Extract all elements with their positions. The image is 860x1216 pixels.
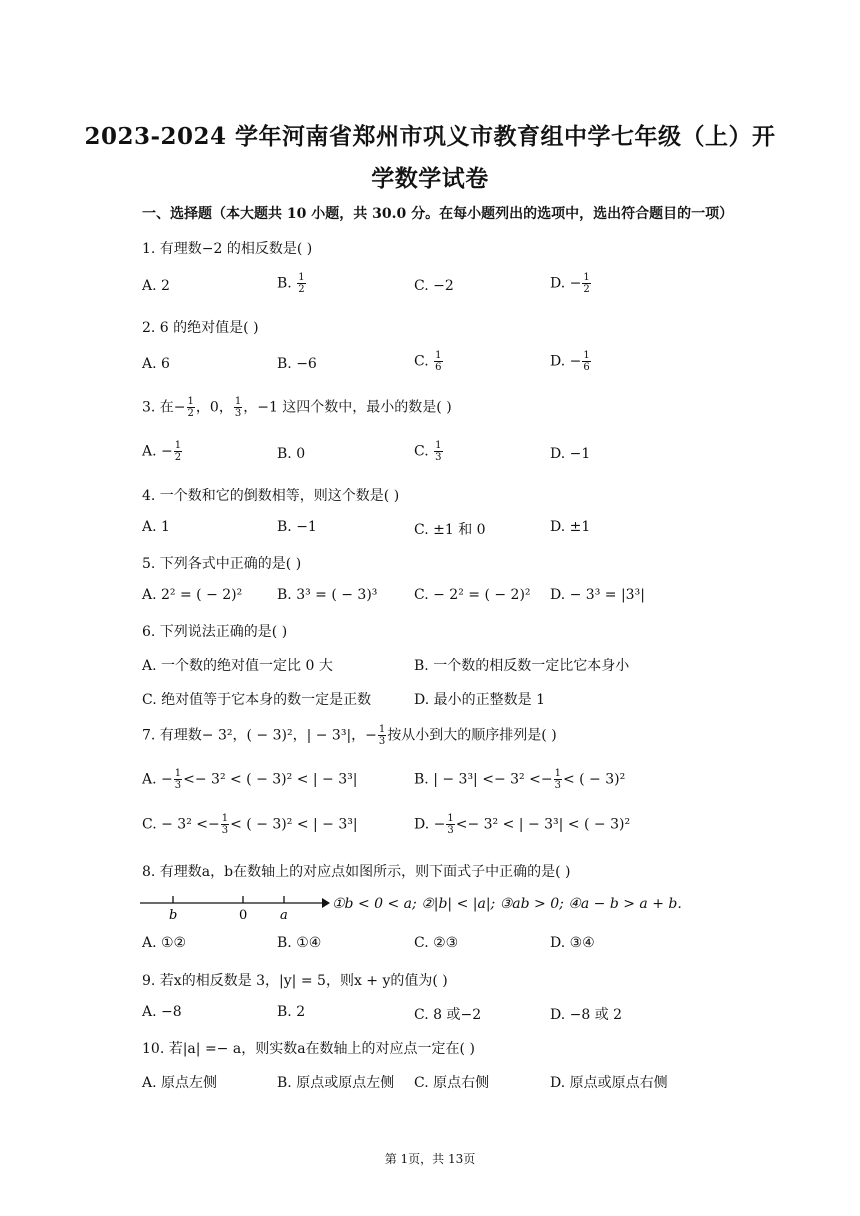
- q5-option-b: B. 3³ = ( − 3)³: [277, 587, 378, 603]
- question-6-stem: 6. 下列说法正确的是( ): [142, 624, 288, 640]
- page-footer: 第 1页，共 13页: [384, 1152, 476, 1166]
- q2-option-c: C. $\frac{1}{6}$: [414, 350, 442, 373]
- q7-option-d: D. − $\frac{1}{3}$ <− 3² < | − 3³| < ( − 3)²: [414, 813, 631, 836]
- q6-option-b: B. 一个数的相反数一定比它本身小: [414, 658, 630, 674]
- q9-option-b: B. 2: [277, 1004, 306, 1020]
- q8-option-d: D. ③④: [550, 935, 595, 951]
- q1-option-d: D. − $\frac{1}{2}$: [550, 272, 590, 295]
- number-line-figure: [140, 892, 330, 922]
- question-3-stem: 3. 在− $\frac{1}{2}$ ，0， $\frac{1}{3}$ ，−1 这四个数中，最小的数是( ): [142, 396, 452, 419]
- page-title-line2: 学数学试卷: [371, 165, 489, 192]
- q8-option-b: B. ①④: [277, 935, 322, 951]
- q9-option-a: A. −8: [142, 1004, 182, 1020]
- q9-option-c: C. 8 或−2: [414, 1007, 482, 1023]
- q8-statements: ①b < 0 < a; ②|b| < |a|; ③ab > 0; ④a − b > a + b.: [332, 896, 682, 912]
- question-5-stem: 5. 下列各式中正确的是( ): [142, 556, 302, 572]
- q10-option-b: B. 原点或原点左侧: [277, 1075, 395, 1091]
- q3-option-b: B. 0: [277, 446, 306, 462]
- section-heading: 一、选择题（本大题共 10 小题，共 30.0 分。在每小题列出的选项中，选出符合题目的一项）: [142, 206, 734, 222]
- q4-option-b: B. −1: [277, 519, 317, 535]
- axis-label-a: a: [280, 908, 288, 922]
- q5-option-a: A. 2² = ( − 2)²: [142, 587, 243, 603]
- question-9-stem: 9. 若x的相反数是 3，|y| = 5，则x + y的值为( ): [142, 973, 448, 989]
- axis-label-b: b: [169, 908, 178, 922]
- page-title-line1: 2023-2024 学年河南省郑州市巩义市教育组中学七年级（上）开: [84, 123, 776, 150]
- q7-option-b: B. | − 3³| <− 3² <− $\frac{1}{3}$ < ( − 3)²: [414, 768, 626, 791]
- q2-option-a: A. 6: [142, 356, 170, 372]
- q10-option-a: A. 原点左侧: [142, 1075, 218, 1091]
- question-4-stem: 4. 一个数和它的倒数相等，则这个数是( ): [142, 488, 400, 504]
- q7-option-a: A. − $\frac{1}{3}$ <− 3² < ( − 3)² < | − 3³|: [142, 768, 358, 791]
- axis-label-0: 0: [239, 908, 248, 922]
- q4-option-d: D. ±1: [550, 519, 591, 535]
- q5-option-d: D. − 3³ = |3³|: [550, 587, 645, 603]
- q8-option-c: C. ②③: [414, 935, 459, 951]
- q6-option-c: C. 绝对值等于它本身的数一定是正数: [142, 692, 372, 708]
- question-1-stem: 1. 有理数−2 的相反数是( ): [142, 241, 313, 257]
- q4-option-c: C. ±1 和 0: [414, 522, 486, 538]
- q1-option-a: A. 2: [142, 278, 170, 294]
- q3-option-d: D. −1: [550, 446, 591, 462]
- q2-option-b: B. −6: [277, 356, 317, 372]
- q6-option-a: A. 一个数的绝对值一定比 0 大: [142, 658, 333, 674]
- q1-option-c: C. −2: [414, 278, 454, 294]
- q4-option-a: A. 1: [142, 519, 170, 535]
- question-10-stem: 10. 若|a| =− a，则实数a在数轴上的对应点一定在( ): [142, 1041, 475, 1057]
- q10-option-c: C. 原点右侧: [414, 1075, 490, 1091]
- q9-option-d: D. −8 或 2: [550, 1007, 623, 1023]
- q3-option-a: A. − $\frac{1}{2}$: [142, 440, 182, 463]
- question-2-stem: 2. 6 的绝对值是( ): [142, 320, 259, 336]
- q1-option-b: B. $\frac{1}{2}$: [277, 272, 305, 295]
- question-8-stem: 8. 有理数a，b在数轴上的对应点如图所示，则下面式子中正确的是( ): [142, 864, 571, 880]
- q2-option-d: D. − $\frac{1}{6}$: [550, 350, 590, 373]
- number-line-arrow: [322, 898, 330, 908]
- q5-option-c: C. − 2² = ( − 2)²: [414, 587, 531, 603]
- q3-option-c: C. $\frac{1}{3}$: [414, 440, 442, 463]
- q6-option-d: D. 最小的正整数是 1: [414, 692, 545, 708]
- question-7-stem: 7. 有理数− 3²，( − 3)²，| − 3³|，− $\frac{1}{3}$ 按从小到大的顺序排列是( ): [142, 724, 557, 747]
- q7-option-c: C. − 3² <− $\frac{1}{3}$ < ( − 3)² < | − 3³|: [142, 813, 358, 836]
- q10-option-d: D. 原点或原点右侧: [550, 1075, 668, 1091]
- q8-option-a: A. ①②: [142, 935, 187, 951]
